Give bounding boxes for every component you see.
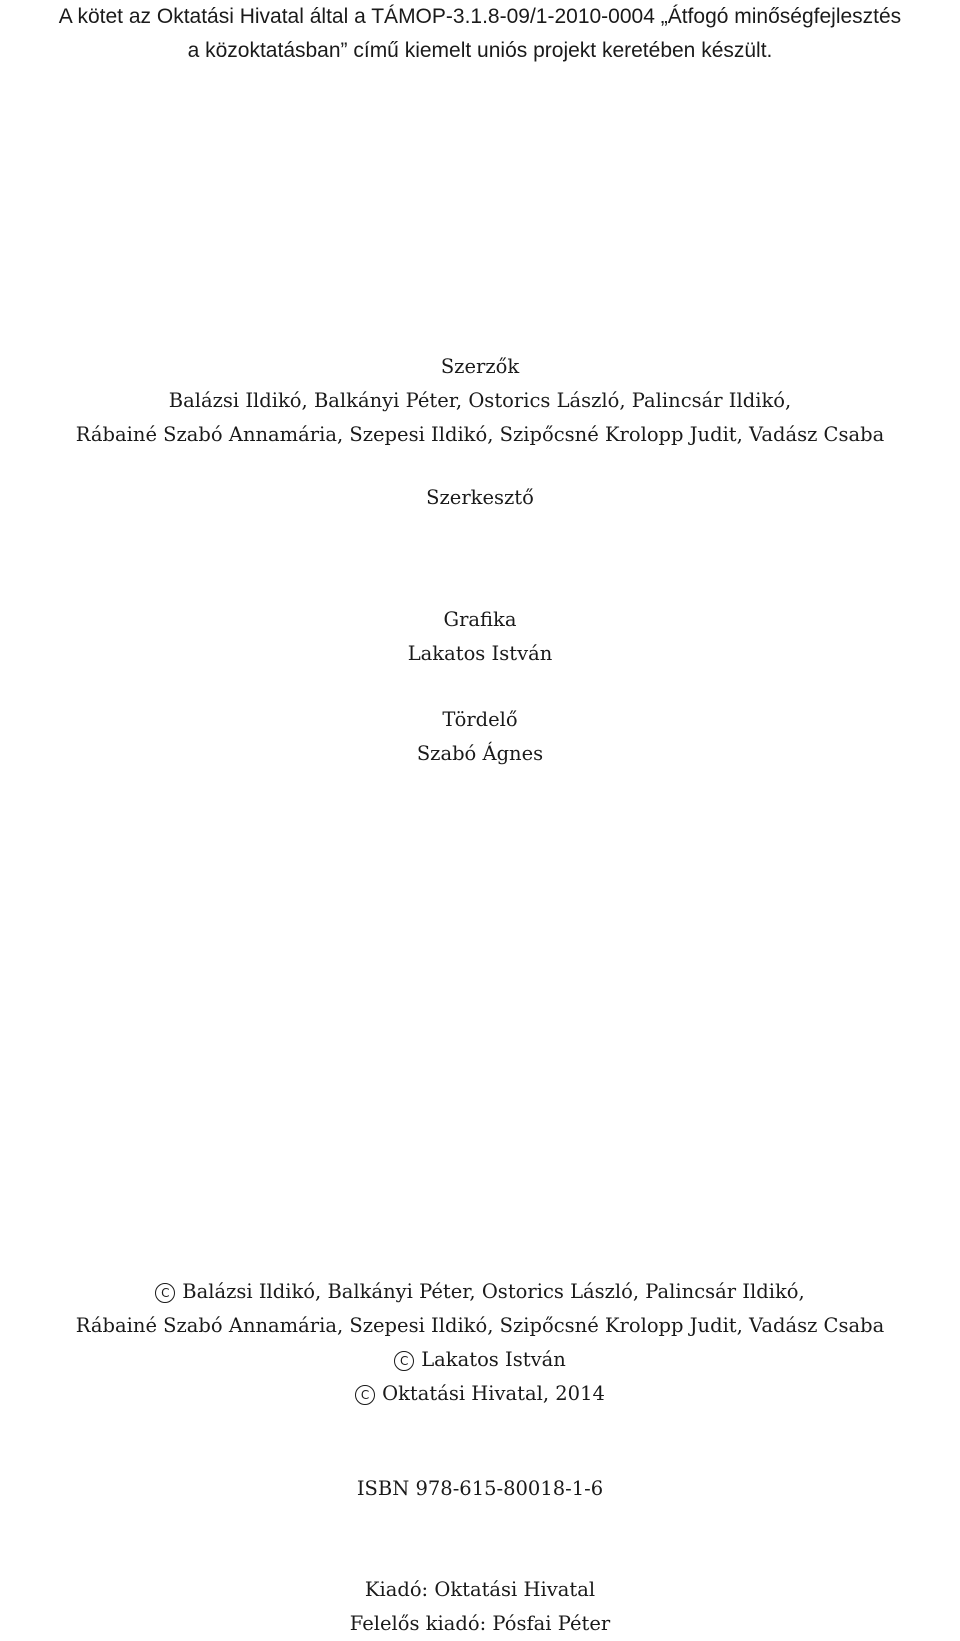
copyright-icon: C bbox=[394, 1351, 414, 1371]
copyright-icon: C bbox=[155, 1283, 175, 1303]
copyright-line-1 bbox=[0, 1275, 960, 1309]
graphics-name: Lakatos István bbox=[407, 642, 553, 665]
copyright-text-4: Oktatási Hivatal, 2014 bbox=[382, 1382, 605, 1405]
graphics-section bbox=[0, 603, 960, 671]
copyright-line-3 bbox=[0, 1343, 960, 1377]
publisher-line-1: Kiadó: Oktatási Hivatal bbox=[364, 1578, 596, 1601]
typesetter-name: Szabó Ágnes bbox=[416, 742, 544, 765]
copyright-icon: C bbox=[355, 1385, 375, 1405]
graphics-heading: Grafika bbox=[443, 608, 517, 631]
copyright-text-1: Balázsi Ildikó, Balkányi Péter, Ostorics László, Palincsár Ildikó, bbox=[182, 1280, 805, 1303]
authors-section bbox=[0, 350, 960, 452]
project-note-line-1: A kötet az Oktatási Hivatal által a TÁMOP-3.1.8-09/1-2010-0004 „Átfogó minőségfejlesztés bbox=[58, 5, 902, 28]
editor-section bbox=[0, 481, 960, 515]
typesetter-heading: Tördelő bbox=[442, 708, 518, 731]
authors-line-2: Rábainé Szabó Annamária, Szepesi Ildikó, Szipőcsné Krolopp Judit, Vadász Csaba bbox=[75, 423, 885, 446]
publisher-line-2: Felelős kiadó: Pósfai Péter bbox=[349, 1612, 611, 1635]
copyright-line-4 bbox=[0, 1377, 960, 1411]
authors-heading: Szerzők bbox=[440, 355, 520, 378]
isbn-section bbox=[0, 1472, 960, 1506]
copyright-text-3: Lakatos István bbox=[421, 1348, 566, 1371]
copyright-section bbox=[0, 1275, 960, 1411]
project-note-line-2: a közoktatásban” című kiemelt uniós projekt keretében készült. bbox=[187, 39, 773, 62]
typesetter-section bbox=[0, 703, 960, 771]
publisher-section bbox=[0, 1573, 960, 1641]
authors-line-1: Balázsi Ildikó, Balkányi Péter, Ostorics László, Palincsár Ildikó, bbox=[168, 389, 792, 412]
copyright-line-2: Rábainé Szabó Annamária, Szepesi Ildikó, Szipőcsné Krolopp Judit, Vadász Csaba bbox=[75, 1314, 885, 1337]
isbn-number: ISBN 978-615-80018-1-6 bbox=[356, 1477, 604, 1500]
project-note bbox=[0, 0, 960, 68]
editor-heading: Szerkesztő bbox=[426, 486, 534, 509]
